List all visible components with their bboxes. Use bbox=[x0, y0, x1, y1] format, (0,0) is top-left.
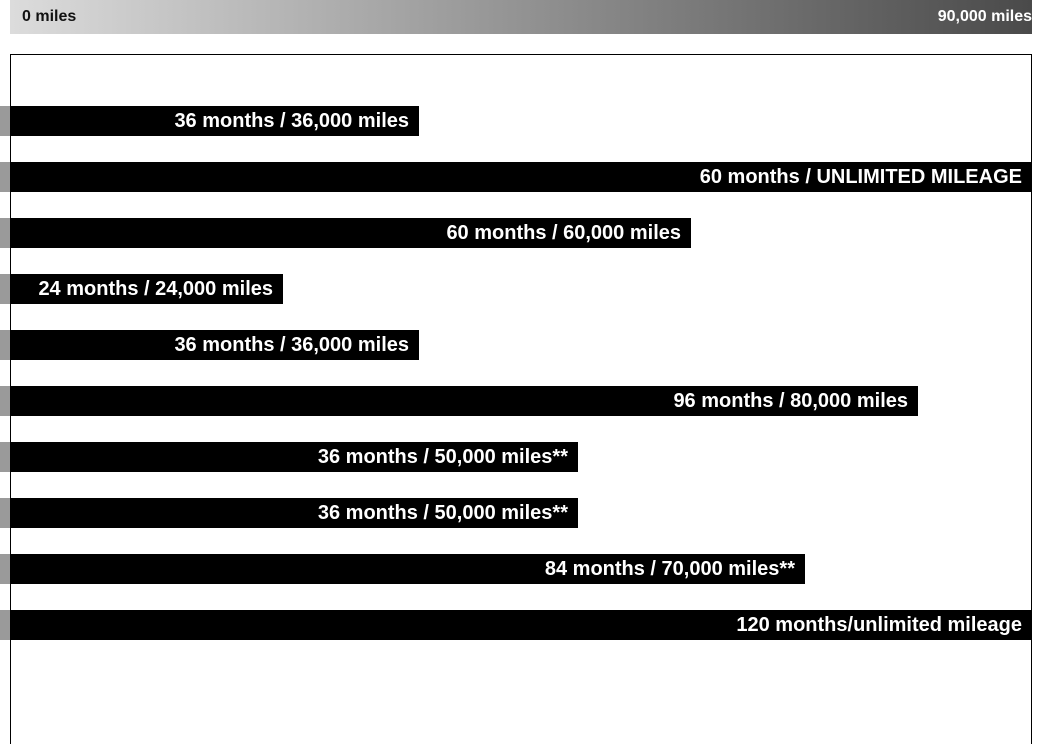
bar-label: 120 months/unlimited mileage bbox=[736, 614, 1022, 636]
bar-label: 36 months / 36,000 miles bbox=[174, 110, 409, 132]
bar-label: 36 months / 50,000 miles** bbox=[317, 502, 568, 524]
scale-min-label: 0 miles bbox=[22, 8, 77, 25]
row-tick bbox=[0, 162, 10, 192]
row-tick bbox=[0, 610, 10, 640]
row-tick bbox=[0, 218, 10, 248]
row-tick bbox=[0, 498, 10, 528]
bar-label: 96 months / 80,000 miles bbox=[673, 390, 908, 412]
bar-label: 36 months / 36,000 miles bbox=[174, 334, 409, 356]
scale-max-label: 90,000 miles bbox=[937, 8, 1032, 25]
row-tick bbox=[0, 554, 10, 584]
row-tick bbox=[0, 386, 10, 416]
bar-label: 36 months / 50,000 miles** bbox=[317, 446, 568, 468]
row-tick bbox=[0, 442, 10, 472]
bar-label: 24 months / 24,000 miles bbox=[38, 278, 273, 300]
row-tick bbox=[0, 106, 10, 136]
bar-label: 84 months / 70,000 miles** bbox=[544, 558, 795, 580]
bar-label: 60 months / UNLIMITED MILEAGE bbox=[699, 166, 1022, 188]
mileage-scale-header bbox=[10, 0, 1032, 34]
row-tick bbox=[0, 330, 10, 360]
bar-label: 60 months / 60,000 miles bbox=[446, 222, 681, 244]
row-tick bbox=[0, 274, 10, 304]
